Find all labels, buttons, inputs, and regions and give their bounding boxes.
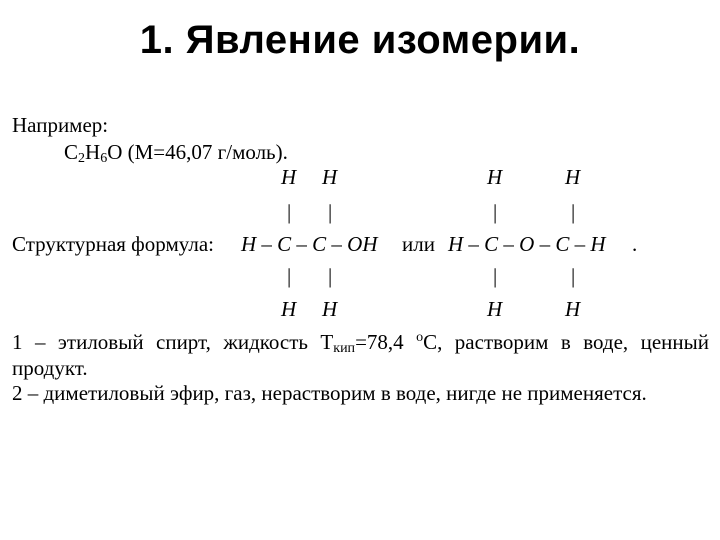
hydrogen-top-2: H bbox=[322, 165, 338, 189]
bond-bottom-4: | bbox=[571, 264, 576, 288]
hydrogen-bottom-4: H bbox=[565, 297, 581, 321]
molar-mass: (M=46,07 г/моль). bbox=[122, 140, 288, 164]
formula-end-dot: . bbox=[632, 232, 638, 256]
dimethyl-ether-formula: H – C – O – C – H bbox=[448, 232, 606, 256]
carbon-symbol: C bbox=[64, 140, 79, 164]
bond-top-1: | bbox=[287, 200, 292, 224]
isomer-1-description bbox=[12, 330, 709, 355]
structural-formula-label: Структурная формула: bbox=[12, 232, 214, 256]
bond-top-2: | bbox=[328, 200, 333, 224]
bond-top-3: | bbox=[493, 200, 498, 224]
oxygen-symbol: O bbox=[107, 140, 123, 164]
degree-superscript: o bbox=[416, 330, 424, 345]
hydrogen-count: 6 bbox=[100, 151, 108, 166]
bond-bottom-2: | bbox=[328, 264, 333, 288]
isomer-1-text-a: 1 – этиловый спирт, жидкость T bbox=[12, 330, 334, 354]
hydrogen-top-4: H bbox=[565, 165, 581, 189]
ethanol-formula: H – C – C – OH bbox=[241, 232, 378, 256]
hydrogen-top-1: H bbox=[281, 165, 297, 189]
hydrogen-bottom-1: H bbox=[281, 297, 297, 321]
isomer-1-text-c: C, растворим в воде, ценный bbox=[423, 330, 709, 354]
bond-top-4: | bbox=[571, 200, 576, 224]
slide-title: 1. Явление изомерии. bbox=[139, 18, 581, 62]
carbon-count: 2 bbox=[78, 151, 86, 166]
hydrogen-symbol: H bbox=[85, 140, 101, 164]
bond-bottom-1: | bbox=[287, 264, 292, 288]
hydrogen-bottom-3: H bbox=[487, 297, 503, 321]
molecular-formula bbox=[64, 140, 288, 165]
bond-bottom-3: | bbox=[493, 264, 498, 288]
or-word: или bbox=[402, 232, 435, 256]
isomer-1-continuation: продукт. bbox=[12, 356, 88, 380]
hydrogen-bottom-2: H bbox=[322, 297, 338, 321]
boiling-subscript: кип bbox=[333, 341, 356, 356]
isomer-1-text-b: =78,4 bbox=[355, 330, 417, 354]
hydrogen-top-3: H bbox=[487, 165, 503, 189]
isomer-2-description: 2 – диметиловый эфир, газ, нерастворим в воде, нигде не применяется. bbox=[12, 381, 647, 405]
intro-text: Например: bbox=[12, 113, 109, 137]
